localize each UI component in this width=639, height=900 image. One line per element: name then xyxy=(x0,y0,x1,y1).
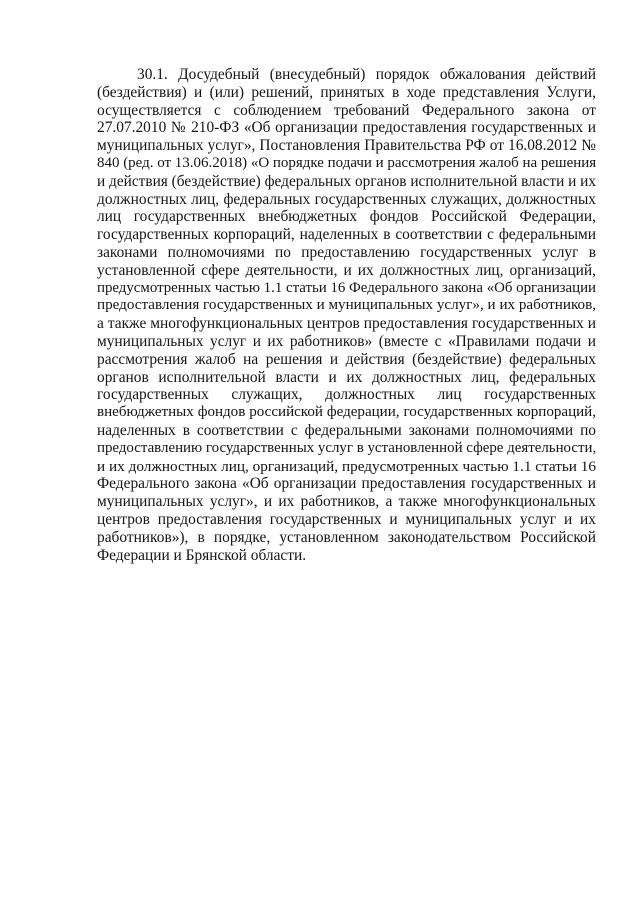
text-line: предоставления государственных и муниципальных услуг», и их работников, xyxy=(97,297,596,314)
text-line: внебюджетных фондов российской федерации, государственных корпораций, xyxy=(97,404,596,421)
text-line: работников»), в порядке, установленном законодательством Российской xyxy=(97,528,596,546)
text-line: предусмотренных частью 1.1 статьи 16 Федерального закона «Об организации xyxy=(97,279,597,296)
text-line: и их должностных лиц, организаций, предусмотренных частью 1.1 статьи 16 xyxy=(97,457,596,475)
text-line: 30.1. Досудебный (внесудебный) порядок обжалования действий xyxy=(137,66,596,83)
text-line: Федерации и Брянской области. xyxy=(97,546,307,564)
text-line: органов исполнительной власти и их должностных лиц, федеральных xyxy=(97,368,596,386)
text-line: муниципальных услуг и их работников» (вместе с «Правилами подачи и xyxy=(97,332,596,350)
text-line: центров предоставления государственных и муниципальных услуг и их xyxy=(97,510,596,528)
text-line: 27.07.2010 № 210-ФЗ «Об организации предоставления государственных и xyxy=(97,119,596,137)
text-line: рассмотрения жалоб на решения и действия (бездействие) федеральных xyxy=(97,350,596,368)
text-line: государственных корпораций, наделенных в соответствии с федеральными xyxy=(97,226,596,244)
text-line: должностных лиц, федеральных государственных служащих, должностных xyxy=(97,190,596,208)
text-line: государственных служащих, должностных лиц государственных xyxy=(97,386,596,404)
text-line: законами полномочиями по предоставлению государственных услуг в xyxy=(97,243,596,261)
text-line: (бездействия) и (или) решений, принятых в ходе представления Услуги, xyxy=(97,83,596,101)
text-line: 840 (ред. от 13.06.2018) «О порядке подачи и рассмотрения жалоб на решения xyxy=(97,154,597,171)
text-line: лиц государственных внебюджетных фондов Российской Федерации, xyxy=(97,208,596,226)
text-line: а также многофункциональных центров предоставления государственных и xyxy=(97,315,596,333)
text-line: Федерального закона «Об организации предоставления государственных и xyxy=(97,475,596,493)
text-line: и действия (бездействие) федеральных органов исполнительной власти и их xyxy=(97,172,597,190)
paragraph-30-1 xyxy=(97,66,596,564)
text-line: муниципальных услуг», и их работников, а также многофункциональных xyxy=(97,493,596,511)
text-line: предоставлению государственных услуг в установленной сфере деятельности, xyxy=(97,439,597,456)
text-line: осуществляется с соблюдением требований Федерального закона от xyxy=(97,101,596,119)
text-line: наделенных в соответствии с федеральными законами полномочиями по xyxy=(97,421,596,439)
text-line: установленной сфере деятельности, и их должностных лиц, организаций, xyxy=(97,261,596,279)
text-line: муниципальных услуг», Постановления Правительства РФ от 16.08.2012 № xyxy=(97,137,596,155)
